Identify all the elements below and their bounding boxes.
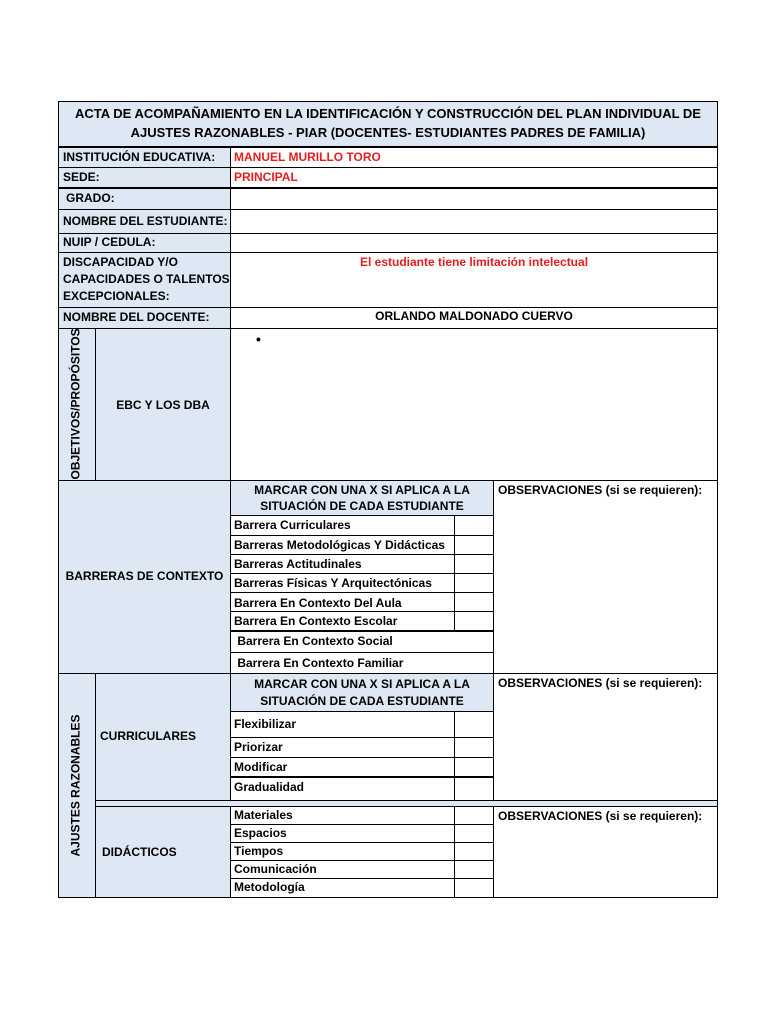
discapacidad-label-line-1: DISCAPACIDAD Y/O <box>63 255 178 269</box>
objetivos-bullet: • <box>256 331 261 347</box>
nombre-estudiante-label: NOMBRE DEL ESTUDIANTE: <box>63 214 228 228</box>
sede-value-cell[interactable] <box>230 167 718 188</box>
didactico-item: Espacios <box>234 826 287 840</box>
didactico-check-cell[interactable] <box>454 860 494 879</box>
curricular-check-cell[interactable] <box>454 737 494 758</box>
objetivos-content-cell[interactable] <box>230 328 718 481</box>
objetivos-side-label: OBJETIVOS/PROPÓSITOS <box>68 328 83 480</box>
form-title-line-1: ACTA DE ACOMPAÑAMIENTO EN LA IDENTIFICACIÓN Y CONSTRUCCIÓN DEL PLAN INDIVIDUAL DE <box>75 106 701 121</box>
curricular-check-cell[interactable] <box>454 777 494 801</box>
curriculares-header-line-1: MARCAR CON UNA X SI APLICA A LA <box>254 677 470 691</box>
barreras-label: BARRERAS DE CONTEXTO <box>65 569 224 583</box>
row-divider <box>230 652 494 653</box>
didactico-check-cell[interactable] <box>454 878 494 898</box>
barrera-item: Barrera En Contexto Del Aula <box>234 596 402 610</box>
barreras-observaciones-label: OBSERVACIONES (si se requieren): <box>498 483 703 497</box>
curriculares-label: CURRICULARES <box>100 729 196 743</box>
didactico-check-cell[interactable] <box>454 806 494 825</box>
ajustes-side-label: AJUSTES RAZONABLES <box>68 714 83 857</box>
docente-value: ORLANDO MALDONADO CUERVO <box>375 309 573 323</box>
barrera-item: Barrera En Contexto Escolar <box>234 614 398 628</box>
didactico-check-cell[interactable] <box>454 842 494 861</box>
curricular-item: Flexibilizar <box>234 717 297 731</box>
didactico-item: Comunicación <box>234 862 317 876</box>
nuip-label: NUIP / CEDULA: <box>63 235 156 249</box>
curricular-item: Priorizar <box>234 740 283 754</box>
barreras-header-line-1: MARCAR CON UNA X SI APLICA A LA <box>254 483 470 497</box>
docente-label: NOMBRE DEL DOCENTE: <box>63 310 210 324</box>
barrera-item: Barrera En Contexto Familiar <box>234 656 404 670</box>
sede-value: PRINCIPAL <box>234 170 298 184</box>
didactico-item: Tiempos <box>234 844 284 858</box>
curriculares-header-line-2: SITUACIÓN DE CADA ESTUDIANTE <box>260 694 464 708</box>
barreras-observaciones-cell[interactable] <box>493 480 718 674</box>
barrera-item: Barreras Físicas Y Arquitectónicas <box>234 576 432 590</box>
didacticos-label: DIDÁCTICOS <box>102 845 177 859</box>
sede-label: SEDE: <box>63 170 100 184</box>
discapacidad-label-line-3: EXCEPCIONALES: <box>63 289 170 303</box>
curricular-check-cell[interactable] <box>454 711 494 738</box>
curriculares-observaciones-label: OBSERVACIONES (si se requieren): <box>498 676 703 690</box>
barrera-check-cell[interactable] <box>454 554 494 574</box>
grado-value-cell[interactable] <box>230 188 718 210</box>
didacticos-observaciones-label: OBSERVACIONES (si se requieren): <box>498 809 703 823</box>
barrera-item: Barrera En Contexto Social <box>234 634 393 648</box>
ebc-dba-label: EBC Y LOS DBA <box>116 398 210 412</box>
barrera-check-cell[interactable] <box>454 535 494 555</box>
barrera-check-cell[interactable] <box>454 592 494 612</box>
institucion-value: MANUEL MURILLO TORO <box>234 150 381 164</box>
barreras-header-line-2: SITUACIÓN DE CADA ESTUDIANTE <box>260 499 464 513</box>
barrera-check-cell[interactable] <box>454 611 494 631</box>
barrera-item: Barrera Curriculares <box>234 518 351 532</box>
nombre-estudiante-value-cell[interactable] <box>230 209 718 234</box>
curriculares-observaciones-cell[interactable] <box>493 673 718 801</box>
barrera-item: Barreras Metodológicas Y Didácticas <box>234 538 445 552</box>
grado-label: GRADO: <box>66 191 115 205</box>
nuip-value-cell[interactable] <box>230 233 718 253</box>
curricular-item: Gradualidad <box>234 780 305 794</box>
barrera-item: Barreras Actitudinales <box>234 557 362 571</box>
didactico-item: Materiales <box>234 808 293 822</box>
didactico-item: Metodología <box>234 880 305 894</box>
barrera-check-cell[interactable] <box>454 573 494 593</box>
form-title-line-2: AJUSTES RAZONABLES - PIAR (DOCENTES- ESTUDIANTES PADRES DE FAMILIA) <box>130 125 646 140</box>
didactico-check-cell[interactable] <box>454 824 494 843</box>
institucion-label: INSTITUCIÓN EDUCATIVA: <box>63 150 216 164</box>
discapacidad-value: El estudiante tiene limitación intelectual <box>359 255 589 269</box>
barrera-check-cell[interactable] <box>454 515 494 536</box>
discapacidad-label-line-2: CAPACIDADES O TALENTOS <box>63 272 230 286</box>
curricular-item: Modificar <box>234 760 288 774</box>
curricular-check-cell[interactable] <box>454 757 494 777</box>
